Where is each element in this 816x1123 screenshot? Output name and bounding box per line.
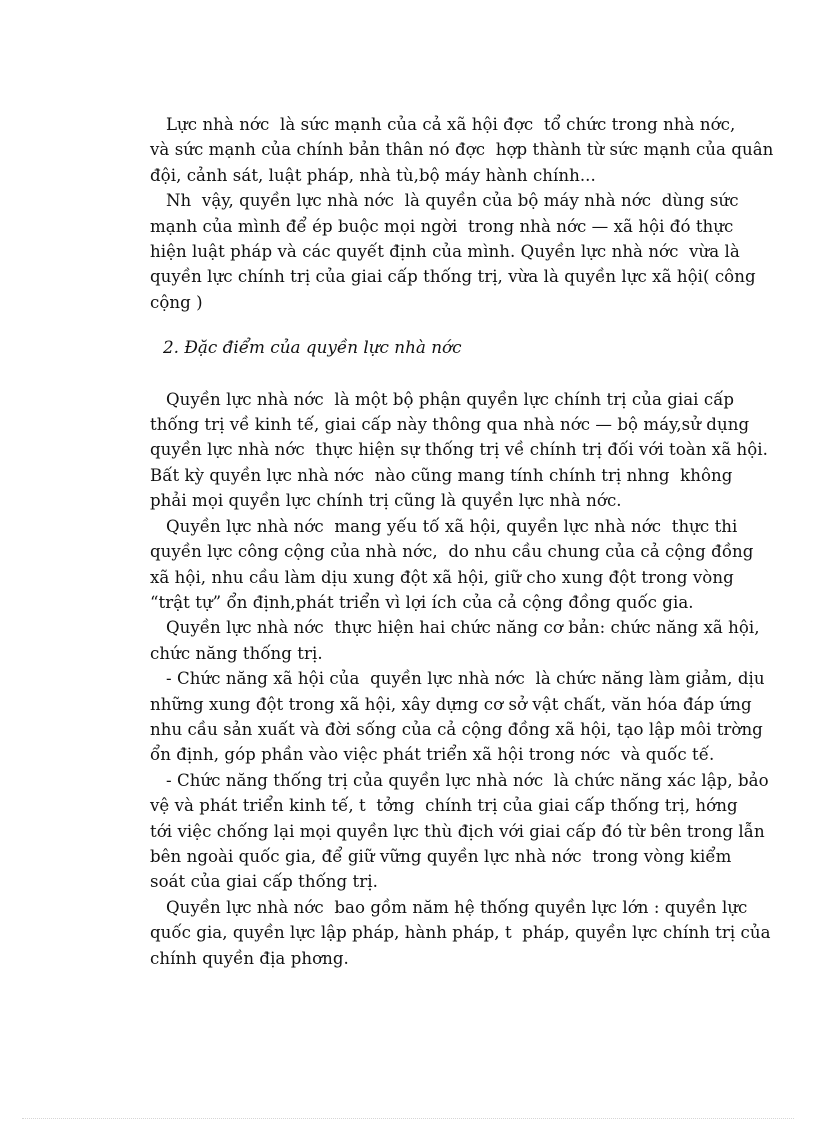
text-line: cộng ) bbox=[150, 292, 203, 312]
paragraph-1 bbox=[150, 112, 774, 188]
page-content bbox=[150, 112, 774, 971]
text-line: “trật tự” ổn định,phát triển vì lợi ích của cả cộng đồng quốc gia. bbox=[150, 592, 694, 612]
text-line: xã hội, nhu cầu làm dịu xung đột xã hội, giữ cho xung đột trong vòng bbox=[150, 567, 734, 587]
text-line: chức năng thống trị. bbox=[150, 643, 323, 663]
text-line: Bất kỳ quyền lực nhà nớc nào cũng mang tính chính trị nhng không bbox=[150, 465, 733, 485]
text-line: quốc gia, quyền lực lập pháp, hành pháp, t pháp, quyền lực chính trị của bbox=[150, 923, 771, 943]
paragraph-7 bbox=[150, 768, 769, 895]
text-line: tới việc chống lại mọi quyền lực thù địch với giai cấp đó từ bên trong lẫn bbox=[150, 821, 765, 841]
text-line: những xung đột trong xã hội, xây dựng cơ sở vật chất, văn hóa đáp ứng bbox=[150, 694, 752, 714]
text-line: - Chức năng xã hội của quyền lực nhà nớc là chức năng làm giảm, dịu bbox=[150, 669, 765, 689]
paragraph-6 bbox=[150, 666, 765, 768]
paragraph-3 bbox=[150, 387, 768, 514]
text-line: quyền lực nhà nớc thực hiện sự thống trị về chính trị đối với toàn xã hội. bbox=[150, 440, 768, 460]
text-line: hiện luật pháp và các quyết định của mình. Quyền lực nhà nớc vừa là bbox=[150, 242, 740, 262]
section-heading: 2. Đặc điểm của quyền lực nhà nớc bbox=[163, 337, 462, 358]
text-line: thống trị về kinh tế, giai cấp này thông qua nhà nớc — bộ máy,sử dụng bbox=[150, 415, 750, 435]
paragraph-4 bbox=[150, 514, 754, 616]
spacer bbox=[150, 361, 720, 387]
text-line: và sức mạnh của chính bản thân nó đợc hợp thành từ sức mạnh của quân bbox=[150, 140, 774, 160]
text-line: chính quyền địa phơng. bbox=[150, 948, 349, 968]
text-line: quyền lực công cộng của nhà nớc, do nhu cầu chung của cả cộng đồng bbox=[150, 542, 754, 562]
text-line: Quyền lực nhà nớc mang yếu tố xã hội, quyền lực nhà nớc thực thi bbox=[150, 516, 738, 536]
text-line: Lực nhà nớc là sức mạnh của cả xã hội đợc tổ chức trong nhà nớc, bbox=[150, 115, 736, 134]
page-bottom-divider bbox=[22, 1118, 794, 1119]
text-line: Quyền lực nhà nớc thực hiện hai chức năng cơ bản: chức năng xã hội, bbox=[150, 618, 760, 638]
text-line: vệ và phát triển kinh tế, t tởng chính trị của giai cấp thống trị, hớng bbox=[150, 796, 738, 816]
text-line: phải mọi quyền lực chính trị cũng là quyền lực nhà nớc. bbox=[150, 491, 622, 511]
paragraph-5 bbox=[150, 615, 760, 666]
text-line: quyền lực chính trị của giai cấp thống trị, vừa là quyền lực xã hội( công bbox=[150, 267, 756, 287]
spacer bbox=[150, 315, 720, 335]
text-line: bên ngoài quốc gia, để giữ vững quyền lực nhà nớc trong vòng kiểm bbox=[150, 846, 732, 866]
text-line: soát của giai cấp thống trị. bbox=[150, 872, 378, 892]
text-line: đội, cảnh sát, luật pháp, nhà tù,bộ máy hành chính... bbox=[150, 165, 596, 185]
text-line: - Chức năng thống trị của quyền lực nhà nớc là chức năng xác lập, bảo bbox=[150, 770, 769, 790]
paragraph-8 bbox=[150, 895, 771, 971]
text-line: nhu cầu sản xuất và đời sống của cả cộng đồng xã hội, tạo lập môi trờng bbox=[150, 719, 763, 739]
text-line: Nh vậy, quyền lực nhà nớc là quyền của bộ máy nhà nớc dùng sức bbox=[150, 191, 739, 211]
text-line: Quyền lực nhà nớc là một bộ phận quyền lực chính trị của giai cấp bbox=[150, 389, 735, 409]
paragraph-2 bbox=[150, 188, 756, 315]
text-line: mạnh của mình để ép buộc mọi ngời trong nhà nớc — xã hội đó thực bbox=[150, 216, 734, 236]
text-line: Quyền lực nhà nớc bao gồm năm hệ thống quyền lực lớn : quyền lực bbox=[150, 897, 748, 917]
text-line: ổn định, góp phần vào việc phát triển xã hội trong nớc và quốc tế. bbox=[150, 745, 715, 765]
